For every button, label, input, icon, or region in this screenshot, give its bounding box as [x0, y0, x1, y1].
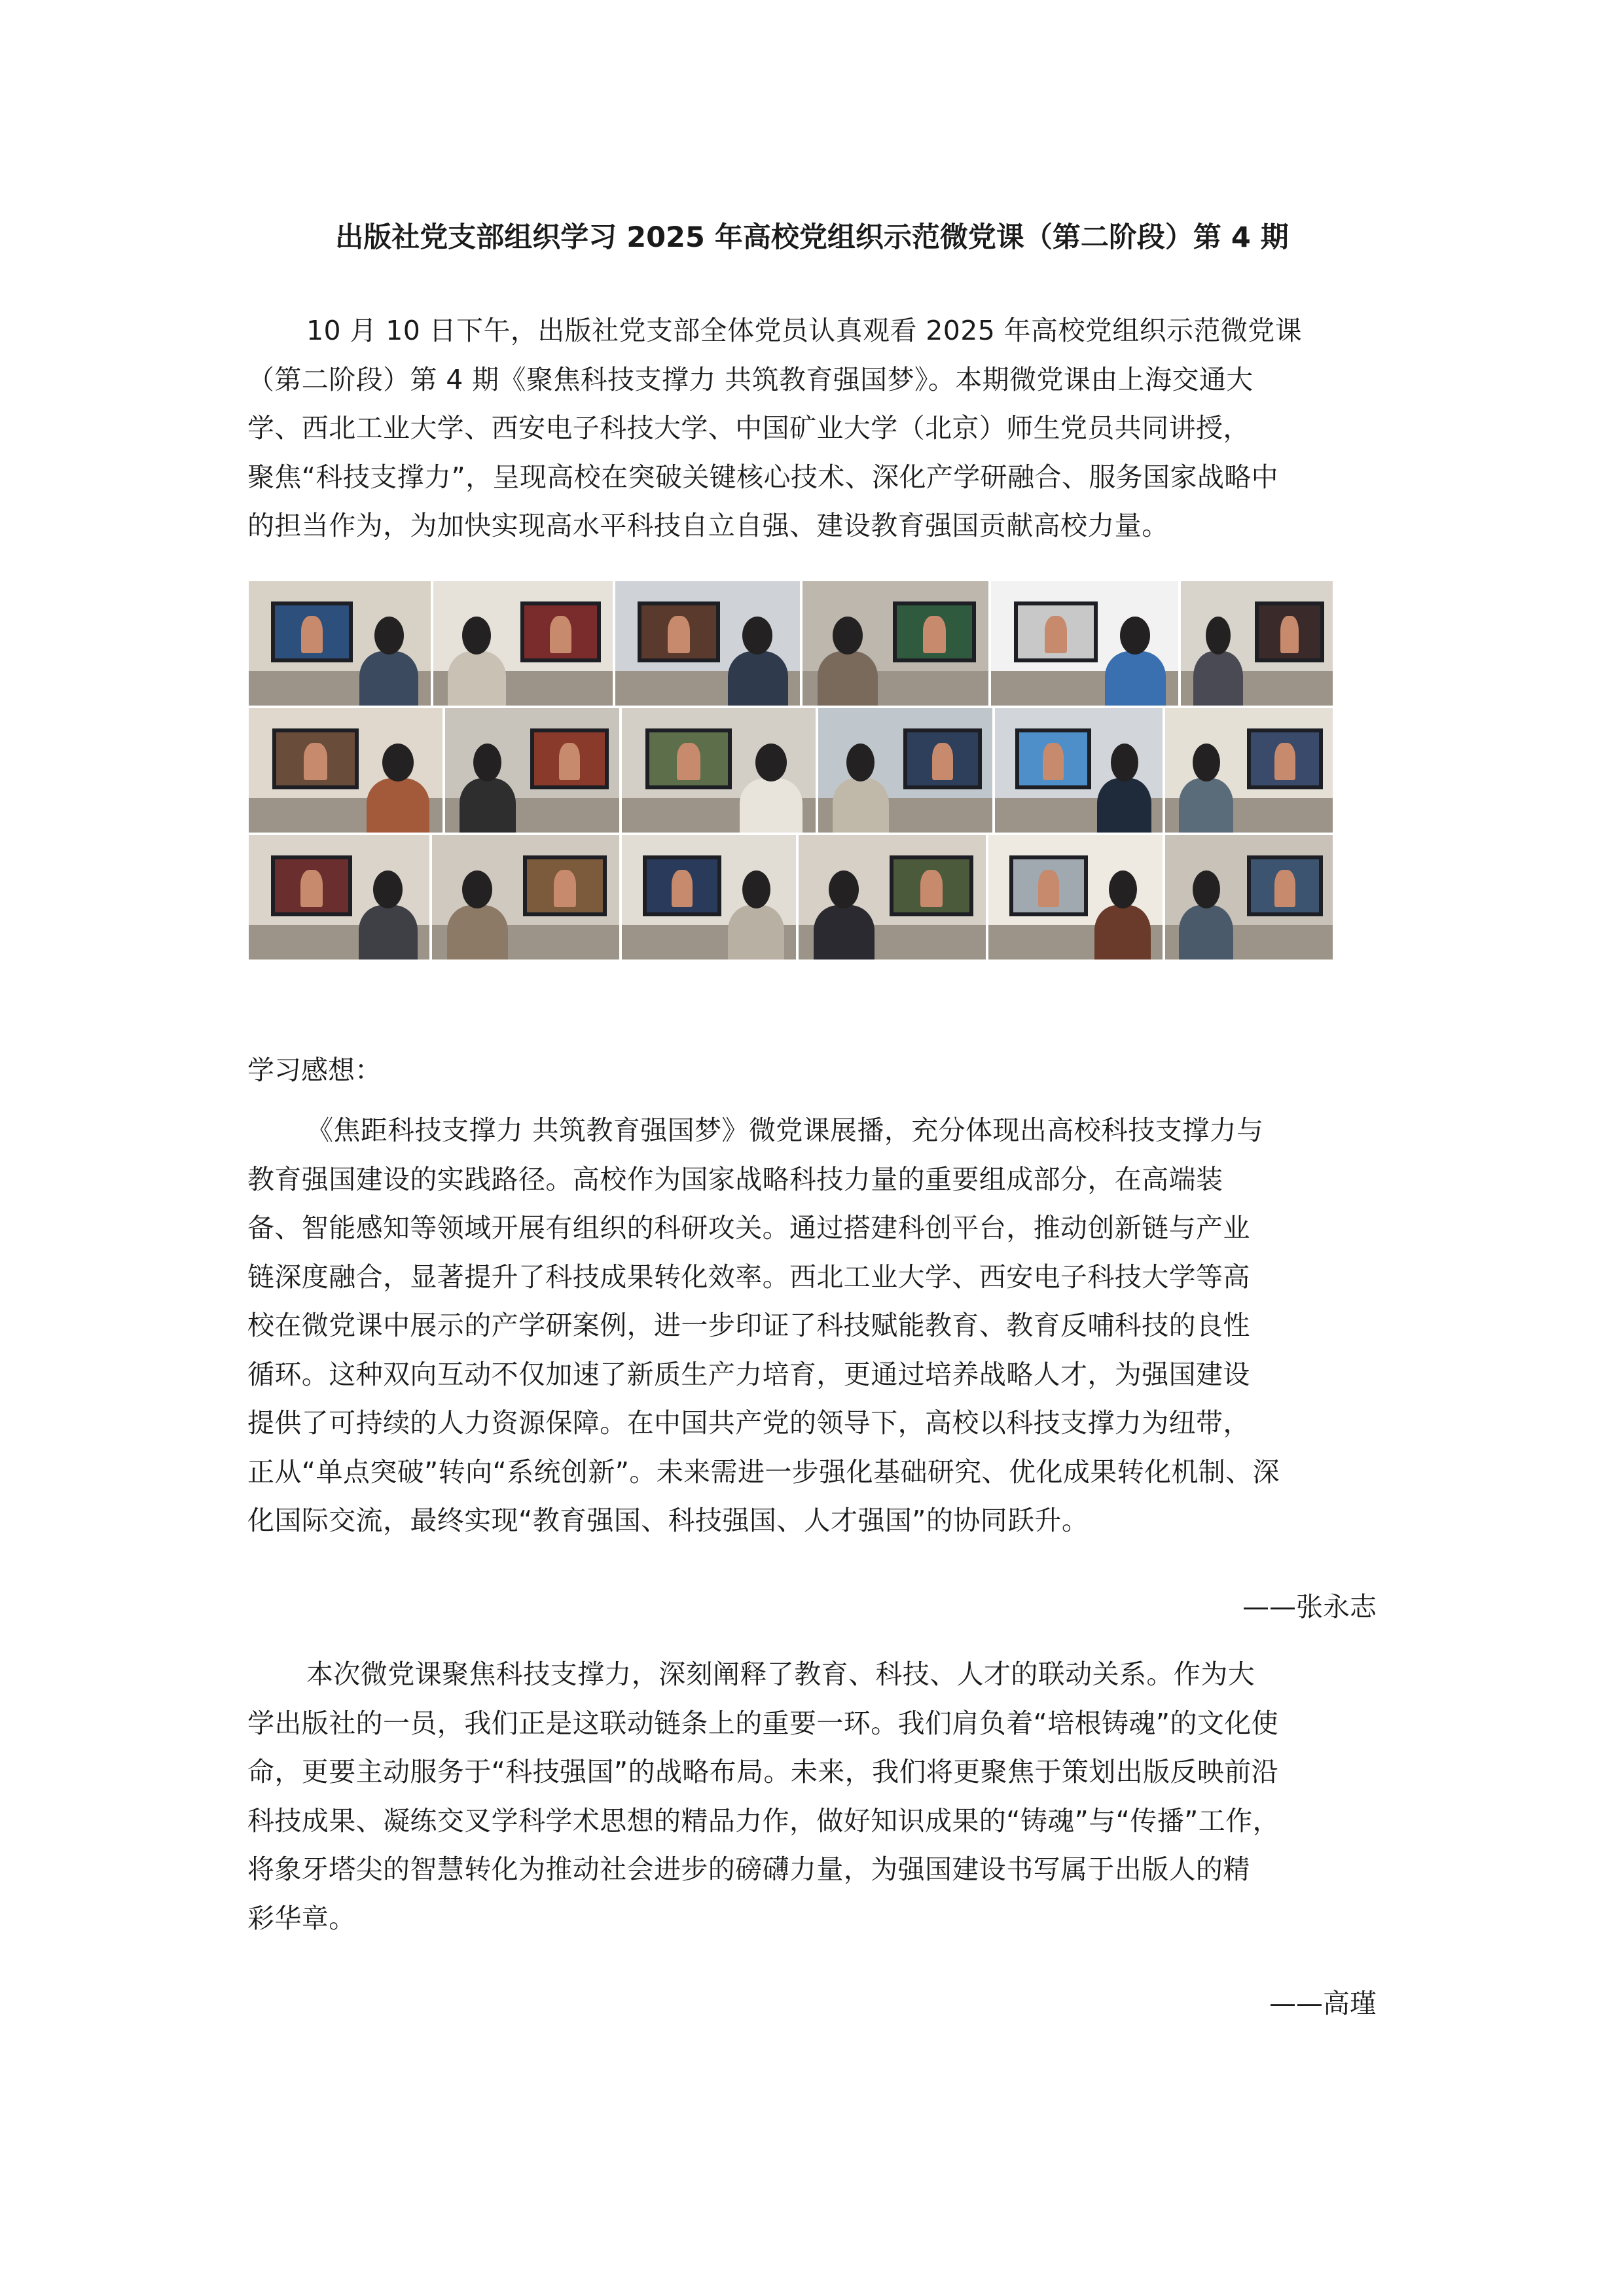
- person-body: [1179, 905, 1233, 961]
- person-body: [448, 651, 506, 707]
- collage-photo: [621, 707, 817, 834]
- person-body: [740, 778, 803, 834]
- collage-photo: [1164, 834, 1334, 961]
- person-head: [1120, 617, 1150, 655]
- person-head: [1193, 870, 1220, 908]
- monitor-screen: [643, 855, 721, 916]
- collage-photo: [247, 834, 431, 961]
- paragraph-line: [247, 1350, 1377, 1399]
- paragraph-line: [247, 1797, 1377, 1846]
- collage-photo: [614, 580, 801, 707]
- collage-photo: [431, 834, 621, 961]
- collage-photo: [994, 707, 1164, 834]
- paragraph-line: [247, 1399, 1377, 1448]
- collage-photo: [621, 834, 797, 961]
- person-body: [1193, 651, 1243, 707]
- monitor-screen: [645, 728, 732, 789]
- line-text: 10 月 10 日下午，出版社党支部全体党员认真观看 2025 年高校党组织示范微党课: [306, 315, 1303, 346]
- person-body: [818, 651, 878, 707]
- line-text: 聚焦“科技支撑力”，呈现高校在突破关键核心技术、深化产学研融合、服务国家战略中: [247, 461, 1279, 493]
- person-head: [462, 617, 491, 655]
- paragraph-line: [247, 1699, 1377, 1748]
- paragraph-line: [247, 1253, 1377, 1302]
- paragraph-line: [247, 1748, 1377, 1797]
- paragraph-line: [247, 501, 1377, 550]
- collage-photo: [817, 707, 994, 834]
- line-text: 科技成果、凝练交叉学科学术思想的精品力作，做好知识成果的“铸魂”与“传播”工作，: [247, 1804, 1280, 1837]
- person-body: [359, 651, 418, 707]
- person-head: [1206, 617, 1231, 655]
- monitor-screen: [890, 855, 973, 916]
- person-body: [1105, 651, 1166, 707]
- person-body: [728, 905, 784, 961]
- monitor-screen: [272, 728, 359, 789]
- person-body: [367, 778, 429, 834]
- collage-photo: [1164, 707, 1334, 834]
- monitor-screen: [1009, 855, 1088, 916]
- person-head: [1111, 744, 1138, 781]
- line-text: 命，更要主动服务于“科技强国”的战略布局。未来，我们将更聚焦于策划出版反映前沿: [247, 1756, 1279, 1787]
- person-head: [1109, 870, 1137, 908]
- person-body: [1179, 778, 1233, 834]
- monitor-screen: [638, 601, 720, 662]
- person-body: [359, 905, 418, 961]
- person-head: [846, 744, 875, 781]
- paragraph-line: [247, 1650, 1377, 1699]
- person-body: [1097, 778, 1151, 834]
- person-head: [755, 744, 787, 781]
- monitor-screen: [1247, 728, 1323, 789]
- collage-photo: [1180, 580, 1334, 707]
- collage-photo: [444, 707, 621, 834]
- monitor-screen: [271, 601, 353, 662]
- paragraph-line: [247, 404, 1377, 453]
- paragraph-line: [247, 1204, 1377, 1253]
- monitor-screen: [271, 855, 352, 916]
- paragraph-line: [247, 1155, 1377, 1204]
- line-text: （第二阶段）第 4 期《聚焦科技支撑力 共筑教育强国梦》。本期微党课由上海交通大: [247, 363, 1254, 395]
- collage-photo: [432, 580, 614, 707]
- monitor-screen: [893, 601, 976, 662]
- monitor-screen: [1015, 728, 1091, 789]
- monitor-screen: [1255, 601, 1324, 662]
- monitor-screen: [903, 728, 982, 789]
- line-text: 正从“单点突破”转向“系统创新”。未来需进一步强化基础研究、优化成果转化机制、深: [247, 1456, 1280, 1488]
- line-text: 将象牙塔尖的智慧转化为推动社会进步的磅礴力量，为强国建设书写属于出版人的精: [247, 1854, 1250, 1885]
- paragraph-line: [247, 453, 1377, 502]
- paragraph-line: [247, 1496, 1377, 1545]
- line-text: 的担当作为，为加快实现高水平科技自立自强、建设教育强国贡献高校力量。: [247, 510, 1169, 541]
- paragraph-line: [247, 306, 1377, 355]
- person-head: [1193, 744, 1220, 781]
- reflection-author-2: ——高瑾: [1269, 1988, 1377, 2019]
- line-text: 循环。这种双向互动不仅加速了新质生产力培育，更通过培养战略人才，为强国建设: [247, 1358, 1250, 1390]
- person-head: [382, 744, 414, 781]
- person-body: [814, 905, 875, 961]
- line-text: 备、智能感知等领域开展有组织的科研攻关。通过搭建科创平台，推动创新链与产业: [247, 1212, 1250, 1244]
- monitor-screen: [530, 728, 609, 789]
- paragraph-line: [247, 1845, 1377, 1894]
- collage-photo: [990, 580, 1180, 707]
- line-text: 化国际交流，最终实现“教育强国、科技强国、人才强国”的协同跃升。: [247, 1505, 1089, 1536]
- line-text: 《焦距科技支撑力 共筑教育强国梦》微党课展播，充分体现出高校科技支撑力与: [306, 1115, 1264, 1146]
- person-head: [833, 617, 863, 655]
- paragraph-line: [247, 1894, 1377, 1943]
- person-body: [460, 778, 516, 834]
- person-head: [473, 744, 501, 781]
- line-text: 教育强国建设的实践路径。高校作为国家战略科技力量的重要组成部分，在高端装: [247, 1163, 1223, 1195]
- paragraph-line: [247, 1448, 1377, 1497]
- person-body: [728, 651, 788, 707]
- paragraph-line: [247, 1106, 1377, 1155]
- person-head: [462, 870, 492, 908]
- paragraph-line: [247, 355, 1377, 404]
- line-text: 彩华章。: [247, 1902, 356, 1934]
- monitor-screen: [520, 601, 601, 662]
- monitor-screen: [1014, 601, 1098, 662]
- person-body: [833, 778, 889, 834]
- collage-photo: [247, 707, 444, 834]
- monitor-screen: [1247, 855, 1323, 916]
- person-head: [374, 617, 404, 655]
- person-head: [742, 870, 770, 908]
- document-title: 出版社党支部组织学习 2025 年高校党组织示范微党课（第二阶段）第 4 期: [335, 221, 1289, 254]
- line-text: 学、西北工业大学、西安电子科技大学、中国矿业大学（北京）师生党员共同讲授，: [247, 412, 1250, 444]
- collage-photo: [247, 580, 432, 707]
- intro-paragraph: [247, 306, 1377, 550]
- reflection-author-1: ——张永志: [1242, 1591, 1377, 1623]
- reflection-paragraph-2: [247, 1650, 1377, 1943]
- collage-photo: [797, 834, 987, 961]
- person-head: [742, 617, 772, 655]
- line-text: 学出版社的一员，我们正是这联动链条上的重要一环。我们肩负着“培根铸魂”的文化使: [247, 1707, 1279, 1739]
- reflection-paragraph-1: [247, 1106, 1377, 1545]
- collage-photo: [987, 834, 1164, 961]
- reflection-label: 学习感想：: [247, 1054, 382, 1086]
- monitor-screen: [523, 855, 607, 916]
- person-head: [373, 870, 403, 908]
- line-text: 本次微党课聚焦科技支撑力，深刻阐释了教育、科技、人才的联动关系。作为大: [306, 1659, 1255, 1690]
- person-body: [1094, 905, 1151, 961]
- photo-collage: [247, 580, 1334, 961]
- person-head: [829, 870, 859, 908]
- line-text: 提供了可持续的人力资源保障。在中国共产党的领导下，高校以科技支撑力为纽带，: [247, 1407, 1250, 1439]
- line-text: 校在微党课中展示的产学研案例，进一步印证了科技赋能教育、教育反哺科技的良性: [247, 1310, 1250, 1341]
- collage-photo: [801, 580, 990, 707]
- line-text: 链深度融合，显著提升了科技成果转化效率。西北工业大学、西安电子科技大学等高: [247, 1261, 1250, 1293]
- paragraph-line: [247, 1301, 1377, 1350]
- person-body: [447, 905, 508, 961]
